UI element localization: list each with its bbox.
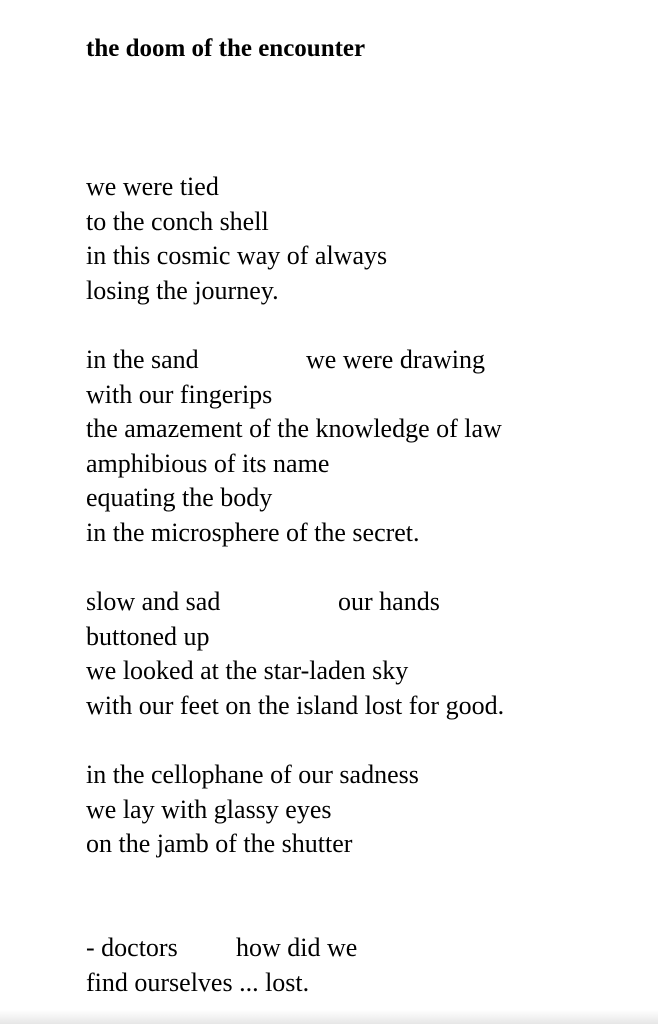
stanza-5	[86, 931, 357, 1000]
poem-line: equating the body	[86, 483, 273, 513]
poem-line: in the microsphere of the secret.	[86, 517, 420, 547]
poem-line: with our feet on the island lost for good.	[86, 690, 505, 720]
poem-line-split	[86, 343, 502, 378]
poem-line-split	[86, 931, 357, 966]
poem-line-segment: - doctors	[86, 933, 178, 962]
poem-line: we lay with glassy eyes	[86, 794, 332, 824]
poem-line: amphibious of its name	[86, 448, 330, 478]
poem-line: with our fingerips	[86, 379, 273, 409]
stanza-3	[86, 585, 504, 723]
stanza-1	[86, 170, 387, 308]
stanza-4	[86, 758, 419, 862]
poem-page	[86, 0, 658, 1024]
poem-line: find ourselves ... lost.	[86, 967, 310, 997]
poem-line: buttoned up	[86, 621, 210, 651]
poem-title: the doom of the encounter	[86, 35, 366, 62]
poem-line: losing the journey.	[86, 275, 279, 305]
poem-line-segment: our hands	[338, 587, 440, 616]
poem-line: to the conch shell	[86, 206, 269, 236]
poem-line: in the cellophane of our sadness	[86, 760, 419, 789]
poem-line: we looked at the star-laden sky	[86, 656, 409, 686]
poem-line-segment: in the sand	[86, 345, 199, 374]
poem-line-segment: slow and sad	[86, 587, 221, 616]
poem-line: in this cosmic way of always	[86, 241, 388, 271]
poem-line: the amazement of the knowledge of law	[86, 414, 502, 444]
page-bottom-edge	[0, 1010, 658, 1024]
stanza-2	[86, 343, 502, 551]
poem-line-segment: how did we	[236, 933, 358, 962]
poem-line-segment: we were drawing	[306, 345, 486, 374]
poem-line: we were tied	[86, 172, 219, 201]
poem-line: on the jamb of the shutter	[86, 829, 353, 859]
poem-line-split	[86, 585, 504, 620]
